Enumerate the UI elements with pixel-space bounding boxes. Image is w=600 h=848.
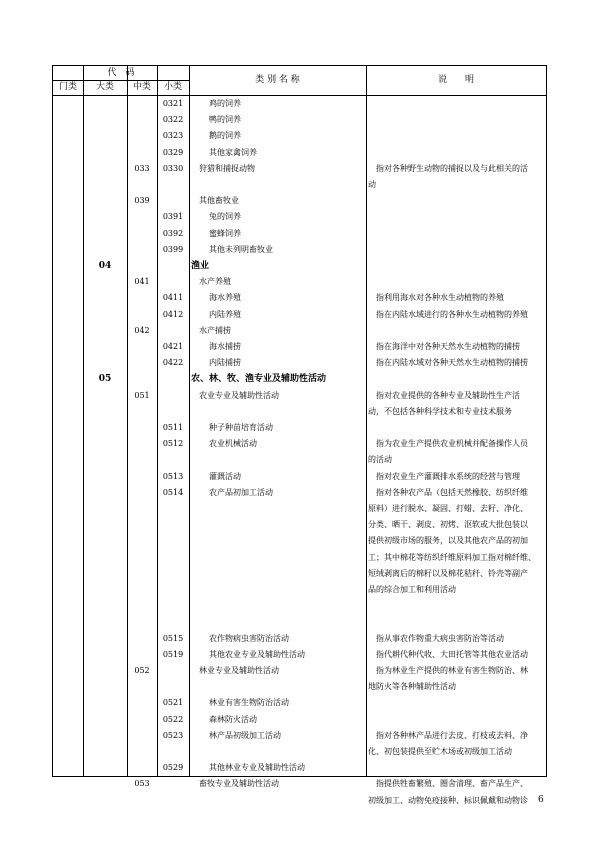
category-name: 内陆捕捞 bbox=[209, 358, 241, 368]
table-row bbox=[53, 695, 546, 711]
table-row bbox=[53, 209, 546, 225]
minor-code: 0519 bbox=[162, 649, 184, 659]
header-desc: 说 明 bbox=[437, 75, 474, 85]
description-line: 指从事农作物重大病虫害防治等活动 bbox=[368, 633, 504, 643]
table-row bbox=[53, 145, 546, 161]
minor-code: 0515 bbox=[162, 633, 184, 643]
table-row bbox=[53, 274, 546, 290]
minor-code: 0411 bbox=[162, 293, 184, 303]
category-name: 鹅的饲养 bbox=[209, 131, 241, 141]
category-name: 渔业 bbox=[191, 261, 210, 271]
description-line: 分类、晒干、剥皮、初烤、沤软或大批包装以 bbox=[368, 520, 528, 530]
description-line: 指提供牲畜繁殖、圈舍清理、畜产品生产、 bbox=[368, 779, 528, 789]
table-row bbox=[53, 242, 546, 258]
category-name: 内陆养殖 bbox=[209, 309, 241, 319]
category-name: 鸭的饲养 bbox=[209, 115, 241, 125]
major-code: 04 bbox=[98, 261, 112, 271]
classification-table bbox=[52, 65, 547, 805]
category-name: 其他畜牧业 bbox=[199, 196, 239, 206]
category-name: 农作物病虫害防治活动 bbox=[209, 633, 289, 643]
medium-code: 042 bbox=[134, 325, 150, 335]
category-name: 海水捕捞 bbox=[209, 342, 241, 351]
category-name: 水产捕捞 bbox=[199, 325, 231, 335]
description-line: 指为林业生产提供的林业有害生物防治、林 bbox=[368, 666, 528, 675]
header-name: 类 别 名 称 bbox=[255, 75, 300, 85]
description-line: 动 bbox=[368, 180, 376, 189]
description-line: 动，不包括各种科学技术和专业技术服务 bbox=[368, 406, 512, 416]
category-name: 畜牧专业及辅助性活动 bbox=[199, 779, 279, 789]
minor-code: 0511 bbox=[162, 423, 184, 432]
description-line: 短绒剥离后的棉籽以及棉花秸秆、铃壳等副产 bbox=[368, 568, 528, 578]
major-code: 05 bbox=[98, 374, 112, 385]
minor-code: 0529 bbox=[162, 763, 184, 773]
minor-code: 0523 bbox=[162, 730, 184, 740]
medium-code: 041 bbox=[134, 277, 150, 287]
description-line: 指在海洋中对各种天然水生动植物的捕捞 bbox=[368, 342, 520, 351]
minor-code: 0399 bbox=[162, 244, 184, 254]
description-line: 指在内陆水域对各种天然水生动植物的捕捞 bbox=[368, 358, 528, 368]
category-name: 农业机械活动 bbox=[209, 439, 257, 449]
description-line: 指对各种农产品（包括天然橡胶、纺织纤维 bbox=[368, 487, 528, 497]
minor-code: 0513 bbox=[162, 471, 184, 481]
page-number: 6 bbox=[538, 795, 544, 805]
category-name: 蜜蜂饲养 bbox=[209, 228, 241, 238]
minor-code: 0322 bbox=[162, 115, 184, 125]
medium-code: 051 bbox=[134, 390, 150, 400]
medium-code: 052 bbox=[134, 666, 150, 675]
description-line: 指为农业生产提供农业机械并配备操作人员 bbox=[368, 439, 528, 449]
table-row bbox=[53, 614, 546, 630]
description-line: 初级加工、动物免疫接种、标识佩戴和动物诊 bbox=[368, 795, 528, 805]
minor-code: 0512 bbox=[162, 439, 184, 449]
category-name: 农业专业及辅助性活动 bbox=[199, 390, 279, 400]
table-row bbox=[53, 193, 546, 209]
table-row bbox=[53, 712, 546, 728]
description-line: 指利用海水对各种水生动植物的养殖 bbox=[368, 293, 504, 303]
description-line: 工；其中棉花等纺织纤维原料加工指对棉纤维、 bbox=[368, 552, 536, 562]
header-divider bbox=[53, 80, 189, 81]
table-row bbox=[53, 420, 546, 436]
category-name: 狩猎和捕捉动物 bbox=[199, 163, 255, 173]
description-line: 化、初包装提供至贮木场或初级加工活动 bbox=[368, 747, 512, 756]
category-name: 其他家禽饲养 bbox=[209, 147, 257, 157]
minor-code: 0422 bbox=[162, 358, 184, 368]
table-row bbox=[53, 371, 546, 387]
minor-code: 0329 bbox=[162, 147, 184, 157]
minor-code: 0412 bbox=[162, 309, 184, 319]
category-name: 农、林、牧、渔专业及辅助性活动 bbox=[191, 374, 327, 385]
category-name: 其他林业专业及辅助性活动 bbox=[209, 763, 305, 773]
minor-code: 0522 bbox=[162, 714, 184, 724]
medium-code: 053 bbox=[134, 779, 150, 789]
category-name: 兔的饲养 bbox=[209, 212, 241, 222]
description-line: 地防火等各种辅助性活动 bbox=[368, 682, 456, 692]
category-name: 种子种苗培育活动 bbox=[209, 423, 273, 432]
category-name: 森林防火活动 bbox=[209, 714, 257, 724]
minor-code: 0330 bbox=[162, 163, 184, 173]
table-row bbox=[53, 226, 546, 242]
description-line: 品的综合加工和利用活动 bbox=[368, 585, 456, 594]
description-line: 原料）进行脱水、凝固、打蜡、去籽、净化、 bbox=[368, 504, 528, 513]
description-line: 指对各种林产品进行去皮、打枝或去料、净 bbox=[368, 730, 528, 740]
category-name: 灌溉活动 bbox=[209, 471, 241, 481]
category-name: 海水养殖 bbox=[209, 293, 241, 303]
category-name: 农产品初加工活动 bbox=[209, 487, 273, 497]
minor-code: 0392 bbox=[162, 228, 184, 238]
minor-code: 0521 bbox=[162, 698, 184, 708]
minor-code: 0323 bbox=[162, 131, 184, 141]
category-name: 其他未列明畜牧业 bbox=[209, 244, 273, 254]
medium-code: 033 bbox=[134, 163, 150, 173]
description-line: 指对农业生产灌溉排水系统的经营与管理 bbox=[368, 471, 520, 481]
table-row bbox=[53, 323, 546, 339]
minor-code: 0321 bbox=[162, 99, 184, 108]
description-line: 提供初级市场的服务，以及其他农产品的初加 bbox=[368, 536, 528, 546]
category-name: 其他农业专业及辅助性活动 bbox=[209, 649, 305, 659]
header-code: 代 码 bbox=[107, 68, 135, 78]
category-name: 水产养殖 bbox=[199, 277, 231, 287]
category-name: 鸡的饲养 bbox=[209, 99, 241, 108]
table-row bbox=[53, 598, 546, 614]
table-row bbox=[53, 128, 546, 144]
minor-code: 0514 bbox=[162, 487, 184, 497]
table-row bbox=[53, 112, 546, 128]
header-men: 门类 bbox=[58, 82, 77, 92]
description-line: 指在内陆水域进行的各种水生动植物的养殖 bbox=[368, 309, 528, 319]
table-row bbox=[53, 258, 546, 274]
medium-code: 039 bbox=[134, 196, 150, 206]
category-name: 林业有害生物防治活动 bbox=[209, 698, 289, 708]
description-line: 指对农业提供的各种专业及辅助性生产活 bbox=[368, 390, 520, 400]
minor-code: 0421 bbox=[162, 342, 184, 351]
table-row bbox=[53, 96, 546, 112]
header-da: 大类 bbox=[95, 82, 114, 92]
description-line: 指代耕代种代收、大田托管等其他农业活动 bbox=[368, 649, 528, 659]
header-zhong: 中类 bbox=[132, 82, 151, 92]
category-name: 林业专业及辅助性活动 bbox=[199, 666, 279, 675]
description-line: 的活动 bbox=[368, 455, 392, 465]
description-line: 指对各种野生动物的捕捉以及与此相关的活 bbox=[368, 163, 528, 173]
category-name: 林产品初级加工活动 bbox=[209, 730, 281, 740]
table-row bbox=[53, 760, 546, 776]
minor-code: 0391 bbox=[162, 212, 184, 222]
header-xiao: 小类 bbox=[163, 82, 182, 92]
